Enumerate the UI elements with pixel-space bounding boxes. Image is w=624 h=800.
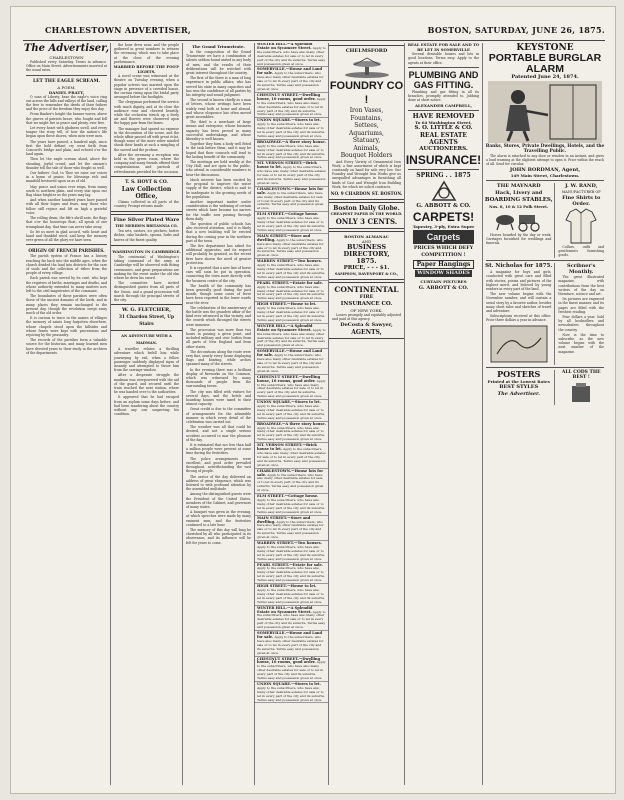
column-4 (255, 43, 329, 785)
column-7 (483, 43, 607, 785)
magazine-cover-illustration (489, 324, 549, 364)
listing-title: SOMERVILLE.—House and Land for sale. (257, 349, 323, 358)
listing-title: WARREN STREET.—Two houses. (257, 541, 322, 546)
ad-keystone: KEYSTONE (516, 43, 574, 53)
listing-body: Apply to the subscribers, who have also many other desirable estates for sale or to let in every part of the city and its suburbs. Terms easy and possession given at once. (257, 122, 326, 138)
ad-carpets: CARPETS! (412, 210, 475, 225)
listing-body: Apply to the subscribers, who have also many other desirable estates for sale or to let in every part of the city and its suburbs. Terms easy and possession given at once. (257, 519, 324, 540)
column-3 (183, 43, 255, 785)
listing-body: Apply to the subscribers, who have also many other desirable estates for sale or to let in every part of the city and its suburbs. Terms easy and possession given at once. (257, 425, 326, 442)
listing-body: Apply to the subscribers, who have also many other desirable estates for sale or to let in every part of the city and its suburbs. Terms easy and possession given at once. (257, 237, 324, 258)
header-right: BOSTON, SATURDAY, JUNE 26, 1875. (427, 25, 605, 35)
column-6 (405, 43, 483, 785)
listing-title: MAIN STREET.—Store and dwelling. (257, 233, 311, 242)
ad-nicholas-title: St. Nicholas for 1875. (485, 263, 553, 270)
listing-body: Apply to the subscribers, who have also many other desirable estates for sale or to let in every part of the city and its suburbs. Terms easy and possession given at once. (257, 45, 326, 66)
listing-body: Apply to the subscribers, who have also many other desirable estates for sale or to let in every part of the city and its suburbs. Terms easy and possession given at once. (257, 96, 326, 117)
article-heading: ORIGIN OF FRENCH PARISHES. (28, 248, 105, 254)
ad-plumbing-name: ALEXANDER CAMPBELL, (414, 103, 473, 109)
listing-item (255, 43, 328, 67)
divider (486, 367, 604, 368)
ad-almanac (329, 231, 404, 280)
ad-rand-shirts: Fine Shirts to Order. (562, 194, 601, 207)
ad-chelmsford (329, 45, 404, 200)
listing-title: PEARL STREET.—Estate for sale. (257, 562, 324, 567)
ad-plumbing: PLUMBING AND GAS FITTING. (408, 69, 479, 90)
ad-almanac-main: BUSINESS DIRECTORY, (343, 242, 390, 258)
ad-rand-sub: MANUFACTURER OF (561, 189, 601, 194)
product-line: Animals, (353, 144, 380, 152)
ad-tapestry: Tapestry, 3-ply, Extra Super (412, 224, 475, 230)
article-body: A novel scene was witnessed at the theatre on Tuesday evening, when a popular actress was married upon the stage in presence of a crowded house, the curtain rising upon the bridal party arranged before the footlights. The clergyman performed the service with much dignity, and at its close the audience rose and cheered heartily, while the orchestra struck up a lively air and flowers were showered upon the happy pair from the boxes. The manager had spared no expense in the decoration of the scene, and the whole affair passed off with great éclat, though some of the more sober minded shook their heads at such a mingling of the sacred and the profane. After the ceremony a reception was held in the green room, where the company and many friends offered their congratulations and partook of refreshments provided for the occasion. (114, 74, 179, 174)
listing-item (255, 141, 328, 162)
ad-scribner-title: Scribner's Monthly. (566, 263, 596, 276)
monogram-logo (429, 180, 459, 202)
ad-cobs (555, 370, 607, 405)
column-5 (329, 43, 405, 785)
listing-title: BROADWAY.—A three story house. (257, 421, 326, 426)
article-body: In the composition of the Grand Triumvirate we have a combination of talents seldom found united in any body of men, and the results of their deliberations will be watched with great interest throughout the country. The first of the three is a man of long experience in public affairs, who has served his state in many capacities and has won the confidence of all parties by his integrity and sound judgment. The second is known chiefly as a man of letters, whose writings have been widely read both at home and abroad, and whose eloquence has often moved great assemblies. The third is a merchant of large means and enterprise, whose business sagacity has been proved in many successful undertakings, and whose liberality is well known. Together they form a body well fitted to the task before them, and it may be hoped that their counsels will tend to the lasting benefit of the community. The meetings are held weekly at the City Hall, and are open to the public, who attend in considerable numbers to hear the discussions. Much interest has been excited by the proposal to improve the water supply of the district, which is said to be inadequate to the growing needs of the population. Another important matter under consideration is the widening of certain streets which have become too narrow for the traffic now passing through them daily. The question of public schools has also received attention, and it is likely that a new building will be erected during the coming year in the northern part of the town. The fire department has asked for additional apparatus, and its request will probably be granted, as the recent fires have shown the need of greater protection. It is reported that a new line of horse cars will soon be put in operation, connecting the town more directly with the business centre of the city. The health of the community has been generally good during the past month, though some cases of fever have been reported in the lower wards near the river. The celebration of the anniversary of the battle was the grandest affair of the kind ever witnessed in this vicinity, and the crowds which thronged the streets were immense. The procession was more than two hours in passing a given point, and included military and civic bodies from all parts of New England and from other states. The decorations along the route were very fine, nearly every house displaying flags and bunting, while arches spanned many of the streets. In the evening there was a brilliant display of fireworks on the Common, which was witnessed by many thousands of people from the surrounding towns. The city was filled with visitors for several days, and the hotels and boarding houses were taxed to their utmost capacity. Great credit is due to the committee of arrangements for the admirable manner in which every detail of the celebration was carried out. The weather was all that could be desired, and not a single serious accident occurred to mar the pleasure of the day. It is estimated that not less than half a million people were present at some time during the festivities. The police arrangements were excellent, and good order prevailed throughout, notwithstanding the vast throng of people. The orator of the day delivered an address of great eloquence, which was listened to with profound attention by the assembled multitude. Among the distinguished guests were the President of the United States, members of the Cabinet, and governors of many states. A banquet was given in the evening, at which speeches were made by many eminent men, and the festivities continued to a late hour. The memory of this day will long be cherished by all who participated in its observance, and its influence will be felt for years to come. (186, 50, 251, 545)
ad-bordman: JOHN BORDMAN, Agent, (509, 166, 581, 173)
ad-insurance: INSURANCE! (405, 153, 482, 168)
listing-title: CHARLESTOWN.—House lots for sale. (257, 468, 324, 477)
ad-rand (555, 183, 607, 259)
poem-title: A POEM. (57, 84, 76, 90)
listing-body: Apply to the subscribers, who have also many other desirable estates for sale or to let in every part of the city and its suburbs. Terms easy and possession given at once. (257, 472, 324, 493)
listing-item (255, 564, 328, 585)
product-illustration (566, 382, 596, 404)
ad-maynard-addr: Nos. 8, 10 & 12 Polk Street. (489, 203, 549, 209)
listing-title: WINTER HILL.—A Splendid Estate on Sycamore Street. (257, 323, 313, 332)
divider (408, 169, 479, 170)
column-2 (111, 43, 183, 785)
ad-globe (329, 202, 404, 229)
listing-title: MT. VERNON STREET.—Brick house to let. (257, 443, 317, 452)
ad-removed-addr: To 64 Washington Street, (415, 120, 472, 126)
listing-item (255, 444, 328, 468)
listing-title: BROADWAY.—A three story house. (257, 139, 326, 144)
ad-carpets-banner: Carpets (413, 230, 474, 244)
ad-plumbing-body: Plumbing and gas fitting in all its branches, promptly attended to. Jobbing done at short notice. (408, 89, 479, 103)
listing-body: Apply to the subscribers, who have also many other desirable estates for sale or to let in every part of the city and its suburbs. Terms easy and possession given at once. (257, 404, 326, 420)
ad-chelmsford-products (329, 107, 404, 160)
ad-almanac-title: BOSTON ALMANAC (344, 233, 389, 239)
header-left: CHARLESTOWN ADVERTISER, (45, 25, 192, 35)
listing-body: Apply to the subscribers, who have also many other desirable estates for sale or to let in every part of the city and its suburbs. Terms easy and possession given at once. (257, 165, 326, 185)
ad-scribner-body: The great illustrated magazine, with contributions from the best writers of the day on literature, science and art. Its pictures are engraved in the finest manner, and its pages are filled with the freshest reading. Four dollars a year. Sold by all booksellers and newsdealers throughout the country. Now is the time to subscribe, as the new volume begins with the next number of the magazine. (558, 275, 604, 354)
listing-body: Apply to the subscribers, who have also many other desirable estates for sale or to let in every part of the city and its suburbs. Terms easy and possession given at once. (257, 588, 326, 604)
listing-item (255, 213, 328, 234)
ad-scribner (555, 263, 607, 364)
ad-posters (483, 370, 555, 405)
article-body: The centennial of Washington's taking command of the army at Cambridge will be observed with fitting ceremonies, and great preparations are making for the event under the old elm where he drew his sword. The committee have invited distinguished guests from all parts of the Union, and a grand procession will march through the principal streets of the city. (114, 254, 179, 302)
listing-body: Apply to the subscribers, who have also many other desirable estates for sale or to let in every part of the city and its suburbs. Terms easy and possession given at once. (257, 71, 324, 91)
ad-maynard (483, 183, 555, 259)
poem-body: O sons of Liberty, hear the eagle's voice ring out across the hills and valleys of the land, calling the free to remember the deeds of their fathers and the price of the freedom they enjoy this day. From Bunker's height the banner waves, above the graves of patriots brave, who fought and fell that we might live in peace and plenty, ever free. Let every heart with gladness swell, and every tongue the story tell, of how the nation's life began upon these shores, when men were men. The years have passed, a hundred nigh, since first the bold defiant cry went forth from Concord's bridge and plain, and echoed o'er the land again. Then let the eagle scream aloud, above the shouting, joyful crowd, and let the cannon's thunder tell the tale of those who fought so well. Our fathers' God, to Thee we raise our voices in a hymn of praise, for blessings rich and manifold bestowed upon us as of old. May peace and union ever reign, from sunny south to northern plain, and every star upon our flag shine brighter as the years may lag. And when another hundred years have passed with all their hopes and fears, may those who follow still rejoice and lift on high a grateful voice. The rolling drum, the fife's shrill note, the flags that o'er the housetops float, all speak of one triumphant day, that time can never take away. So let us meet in glad accord, with heart and hand and thankful word, and keep the memory ever green of all the glory we have seen. (26, 94, 107, 243)
ad-rand-body: Collars, cuffs and gentlemen's furnishing goods. (558, 244, 604, 258)
ad-globe-title: Boston Daily Globe. (333, 204, 400, 212)
ad-maynard-hack: Hack, Livery and (495, 189, 543, 196)
ad-bordman-addr: 149 Main Street, Charlestown. (510, 172, 580, 178)
listing-item (255, 607, 328, 631)
listing-title: MT. VERNON STREET.—Brick house to let. (257, 161, 317, 170)
page-header (23, 25, 605, 39)
product-line: Settees, (354, 122, 379, 129)
ad-cobs-title: ALL CODS THE BEST ! (561, 369, 601, 381)
listing-item (255, 470, 328, 494)
listing-item (255, 235, 328, 259)
ad-maynard-title: THE MAYNARD (496, 182, 541, 189)
listing-title: UNION SQUARE.—Stores to let. (257, 681, 321, 686)
listing-body: Apply to the subscribers, who have also many other desirable estates for sale or to let in every part of the city and its suburbs. Terms easy and possession given at once. (257, 143, 326, 160)
listing-item (255, 517, 328, 541)
listing-title: SOMERVILLE.—House and Land for sale. (257, 67, 323, 76)
listing-body: Apply to the subscribers, who have also many other desirable estates for sale or to let in every part of the city and its suburbs. Terms easy and possession given at once. (257, 190, 324, 211)
ad-advertiser: The Advertiser. (497, 390, 540, 397)
product-line: Fountains, (350, 114, 383, 122)
divider (486, 260, 604, 261)
row-posters (483, 370, 607, 405)
ad-nicholas (483, 263, 555, 364)
ad-curtain: CURTAIN FIXTURES (420, 279, 467, 285)
listing-title: HIGH STREET.—House to let. (257, 302, 317, 307)
ad-meriden-body: Tea sets, castors, ice pitchers, butter dishes, cake baskets, spoons, forks and knives of the finest quality. (114, 229, 179, 242)
ad-alarm-patented: Patented June 24, 1874. (511, 74, 579, 80)
ad-posters-sub: Printed at the Lowest Rates (487, 378, 550, 384)
listing-item (255, 542, 328, 563)
ad-auctioneers: AUCTIONEERS. (419, 146, 468, 153)
divider (486, 180, 604, 181)
product-line: Iron Vases, (349, 107, 384, 114)
ad-abbott-2: G. ABBOTT & CO. (418, 285, 469, 292)
ad-globe-sub: CHEAPEST PAPER IN THE WORLD. (330, 211, 403, 216)
burglar-illustration (488, 81, 602, 143)
article-body: The parish system of France has a history reaching far back into the middle ages, when the church divided the land into districts for the care of souls and the collection of tithes from the people of every village. Each parish was served by its curé, who kept the registers of births, marriages and deaths, and whose authority extended to many matters now left to the civil magistrates of the commune. The boundaries of these parishes were often those of the ancient domains of the lords, and in many places they remain unchanged to the present day, though the revolution swept away much of the old order. It is curious to trace in the names of villages the memory of saints long forgotten elsewhere, whose chapels stood upon the hillsides and whose feasts were kept with processions and rejoicing by the peasantry. The records of the parishes form a valuable source for the historian, and many learned men have devoted years to their study in the archives of the departments. (26, 254, 107, 355)
listing-item (255, 585, 328, 606)
ad-paper: Paper Hangings (413, 260, 474, 269)
row-magazines (483, 263, 607, 364)
article-heading: WASHINGTON IN CAMBRIDGE. (112, 248, 181, 254)
ad-chelmsford-title: FOUNDRY CO ! (329, 80, 404, 106)
ad-continental-title: CONTINENTAL (334, 284, 399, 294)
ad-agents-firm: DeCosta & Sawyer, (340, 322, 393, 329)
ad-globe-price: ONLY 3 CENTS. (335, 216, 398, 226)
ad-maynard-body: Horses boarded by the day or week. Carriages furnished for weddings and funerals. (486, 232, 552, 246)
listing-item (255, 376, 328, 400)
ad-prices: PRICES WHICH DEFY COMPETITION ! (413, 245, 474, 259)
ad-nicholas-body: A magazine for boys and girls, conducted with great care and filled with stories, poems and pictures of the highest merit, and beloved by young readers in every part of the land. The new volume begins with the November number, and will contain a serial story by a favorite author, besides many short tales and sketches of travel and adventure. Subscriptions received at this office. Price three dollars a year in advance. (486, 270, 552, 323)
ad-chelmsford-body: And Every Variety of Ornamental Iron Work, a fine assortment of which is kept constantly on hand for sale very low. Our Foundry and Wrought Iron Works give us unequalled advantages in furnishing all kinds of Cast and Wrought Iron Building Work, for which we solicit contracts. (332, 159, 401, 189)
listing-item (255, 94, 328, 118)
ad-meriden-sub: THE MERIDEN BRITANNIA CO. (115, 224, 178, 229)
listing-body: Apply to the subscribers, who have also many other desirable estates for sale or to let in every part of the city and its suburbs. Terms easy and possession given at once. (257, 685, 326, 702)
listing-title: UNION SQUARE.—Stores to let. (257, 400, 321, 405)
listing-title: SOMERVILLE.—House and Land for sale. (257, 631, 323, 639)
listing-title: CHESTNUT STREET.—Dwelling house, 10 rooms, good order. (257, 374, 321, 383)
masthead-notes: Published every Saturday. Terms in advance. Office on Main Street. Advertisements inserted at the usual rates. (26, 60, 107, 73)
ad-alarm-body: The alarm is attached to any door or window in an instant, and gives a loud warning at the slightest attempt to open it. Price within the reach of all. Send for circular. (486, 154, 604, 167)
ad-realestate-body: Several desirable houses and lots in good locations. Terms easy. Apply to the agents at their office. (408, 52, 479, 65)
ad-continental-main: INSURANCE CO. (340, 300, 393, 307)
article-heading: MARRIED BEFORE THE FOOT-LIGHTS. (113, 64, 180, 74)
listing-title: HIGH STREET.—House to let. (257, 584, 317, 589)
listing-body: Apply to the subscribers, who have also many other desirable estates for sale or to let in every part of the city and its suburbs. Terms easy and possession given at once. (257, 327, 326, 348)
newspaper-page (10, 6, 616, 794)
listing-title: CHESTNUT STREET.—Dwelling house, 10 rooms, good order. (257, 656, 321, 665)
ad-fletcher-name: W. G. FLETCHER, (122, 307, 171, 314)
ad-removed: HAVE REMOVED (412, 112, 475, 121)
listing-title: MAIN STREET.—Store and dwelling. (257, 515, 311, 524)
divider (26, 75, 107, 76)
poem-author: DANIEL PRATT, (48, 89, 85, 95)
article-heading: The Grand Triumvirate. (192, 44, 245, 49)
section-title: LET THE EAGLE SCREAM. (32, 78, 101, 84)
ad-almanac-and: AND (361, 238, 372, 244)
listing-body: Apply to the subscribers, who have also many other desirable estates for sale or to let in every part of the city and its suburbs. Terms easy and possession given at once. (257, 216, 326, 232)
listing-item (255, 350, 328, 374)
listing-title: WARREN STREET.—Two houses. (257, 259, 322, 264)
ad-best-styles: BEST STYLES (499, 383, 539, 390)
ad-posters-title: POSTERS (497, 368, 541, 379)
ad-continental-city: OF NEW YORK. (350, 307, 383, 313)
ad-alarm-recommended: Banks, Stores, Private Dwellings, Hotels, and the Travelling Public. (485, 144, 605, 154)
listing-body: Apply to the subscribers, who have also many other desirable estates for sale or to let in every part of the city and its suburbs. Terms easy and possession given at once. (257, 263, 326, 279)
ad-firm: S. O. LITTLE & CO. (414, 125, 473, 132)
listing-title: CHESTNUT STREET.—Dwelling house, 10 rooms, good order. (257, 92, 321, 101)
carriage-illustration (489, 210, 549, 232)
product-line: Bouquet Holders (340, 152, 393, 159)
divider (408, 110, 479, 111)
listing-item (255, 162, 328, 186)
ad-almanac-publisher: SAMPSON, DAVENPORT & CO., (334, 271, 399, 276)
ad-rand-name: J. W. RAND, (565, 182, 598, 189)
ad-hoyt-title: Law Collection Office, (121, 185, 172, 200)
listing-item (255, 303, 328, 324)
listing-title: WINTER HILL.—A Splendid Estate on Sycamore Street. (257, 605, 313, 614)
ad-maynard-boarding: BOARDING STABLES, (484, 196, 553, 203)
ad-hoyt (111, 176, 182, 212)
ad-hoyt-body: Claims collected in all parts of the country. Prompt returns made. (114, 199, 179, 209)
ad-almanac-year: 1875. (356, 256, 377, 265)
listing-item (255, 401, 328, 422)
listing-title: UNION SQUARE.—Stores to let. (257, 118, 321, 123)
listing-body: Apply to the subscribers, who have also many other desirable estates for sale or to let in every part of the city and its suburbs. Terms easy and possession given at once. (257, 306, 326, 322)
listing-body: Apply to the subscribers, who have also many other desirable estates for sale or to let in every part of the city and its suburbs. Terms easy and possession given at once. (257, 497, 326, 514)
listing-title: PEARL STREET.—Estate for sale. (257, 280, 324, 285)
listing-item (255, 495, 328, 516)
article-heading: AN ADVENTURE WITH A MADMAN. (121, 334, 172, 346)
listing-item (255, 260, 328, 281)
real-estate-listings (255, 43, 328, 703)
ad-window: WINDOW SHADES (415, 270, 472, 277)
masthead-sub: CHARLESTOWN (49, 55, 84, 60)
ad-almanac-price: PRICE, - - - $1. (343, 264, 390, 271)
ad-agents: AGENTS, (351, 329, 382, 337)
listing-body: Apply to the subscribers, who have also many other desirable estates for sale or to let in every part of the city and its suburbs. Terms easy and possession given at once. (257, 609, 326, 630)
listing-body: Apply to the subscribers, who have also many other desirable estates for sale or to let in every part of the city and its suburbs. Terms easy and possession given at once. (257, 660, 326, 681)
ad-meriden-title: Fine Silver Plated Ware (113, 217, 180, 224)
story-intro: the hour drew near, and the people gathered in great numbers to witness the ceremony, which was to take place at the close of the evening performance. (114, 43, 179, 64)
listing-body: Apply to the subscribers, who have also many other desirable estates for sale or to let in every part of the city and its suburbs. Terms easy and possession given at once. (257, 634, 324, 655)
ad-chelmsford-name: CHELMSFORD (345, 48, 388, 54)
listing-body: Apply to the subscribers, who have also many other desirable estates for sale or to let in every part of the city and its suburbs. Terms easy and possession given at once. (257, 544, 326, 561)
shirt-illustration (564, 208, 598, 244)
listing-body: Apply to the subscribers, who have also many other desirable estates for sale or to let in every part of the city and its suburbs. Terms easy and possession given at once. (257, 353, 324, 373)
ad-hoyt-name: T. S. HOYT & CO. (125, 179, 168, 185)
listing-title: ELM STREET.—Cottage house. (257, 494, 319, 499)
ad-fletcher-addr: 31 Chardon Street, Up Stairs (118, 315, 175, 328)
listing-item (255, 632, 328, 656)
ad-realestate-agents: REAL ESTATE AGENTS (420, 132, 467, 147)
listing-body: Apply to the subscribers, who have also many other desirable estates for sale or to let in every part of the city and its suburbs. Terms easy and possession given at once. (257, 284, 326, 301)
ad-continental (329, 282, 404, 339)
product-line: Aquariums, (349, 129, 384, 137)
listing-item (255, 325, 328, 349)
listing-item (255, 282, 328, 303)
ad-realestate-title: REAL ESTATE FOR SALE AND TO BE LET IN SOMERVILLE (407, 43, 480, 52)
ad-meriden (111, 214, 182, 246)
listing-title: WINTER HILL.—A Splendid Estate on Sycamore Street. (257, 43, 313, 50)
product-line: Statuary, (352, 137, 381, 144)
ad-spring: SPRING . . 1875 (416, 172, 471, 180)
ad-alarm-title: PORTABLE BURGLAR ALARM (488, 52, 602, 75)
ad-abbott: G. ABBOTT & CO. (416, 203, 471, 210)
listing-title: CHARLESTOWN.—House lots for sale. (257, 186, 324, 195)
listing-item (255, 683, 328, 704)
listing-body: Apply to the subscribers, who have also many other desirable estates for sale or to let in every part of the city and its suburbs. Terms easy and possession given at once. (257, 378, 326, 399)
article-body: A traveller relates a thrilling adventure which befell him while journeying by rail, when a fellow passenger suddenly displayed signs of insanity and attempted to throw him from the carriage window. After a desperate struggle the madman was overpowered with the aid of the guard, and secured until the train reached the next station, where he was handed over to the authorities. It appeared that he had escaped from an asylum some days before, and had been wandering about the country without any one suspecting his condition. (114, 347, 179, 417)
divider (26, 244, 107, 245)
masthead: The Advertiser, (23, 43, 110, 54)
header-rule (23, 40, 605, 41)
listing-body: Apply to the subscribers, who have also many other desirable estates for sale or to let in every part of the city and its suburbs. Terms easy and possession given at once. (257, 447, 326, 467)
columns (23, 43, 605, 785)
divider (408, 67, 479, 68)
fountain-illustration (332, 56, 402, 78)
listing-item (255, 658, 328, 682)
row-stables-shirts (483, 183, 607, 259)
ad-continental-body: Losses promptly and equitably adjusted and paid at this agency. (332, 312, 401, 322)
listing-item (255, 423, 328, 444)
listing-title: ELM STREET.—Cottage house. (257, 212, 319, 217)
listing-item (255, 188, 328, 212)
ad-chelmsford-address: NO. 9 CHARDON ST. BOSTON. (330, 190, 403, 196)
listing-body: Apply to the subscribers, who have also many other desirable estates for sale or to let in every part of the city and its suburbs. Terms easy and possession given at once. (257, 566, 326, 583)
ad-fletcher (111, 304, 182, 331)
column-1 (23, 43, 111, 785)
listing-item (255, 119, 328, 140)
ad-continental-fire: FIRE (359, 293, 374, 300)
listing-item (255, 68, 328, 92)
